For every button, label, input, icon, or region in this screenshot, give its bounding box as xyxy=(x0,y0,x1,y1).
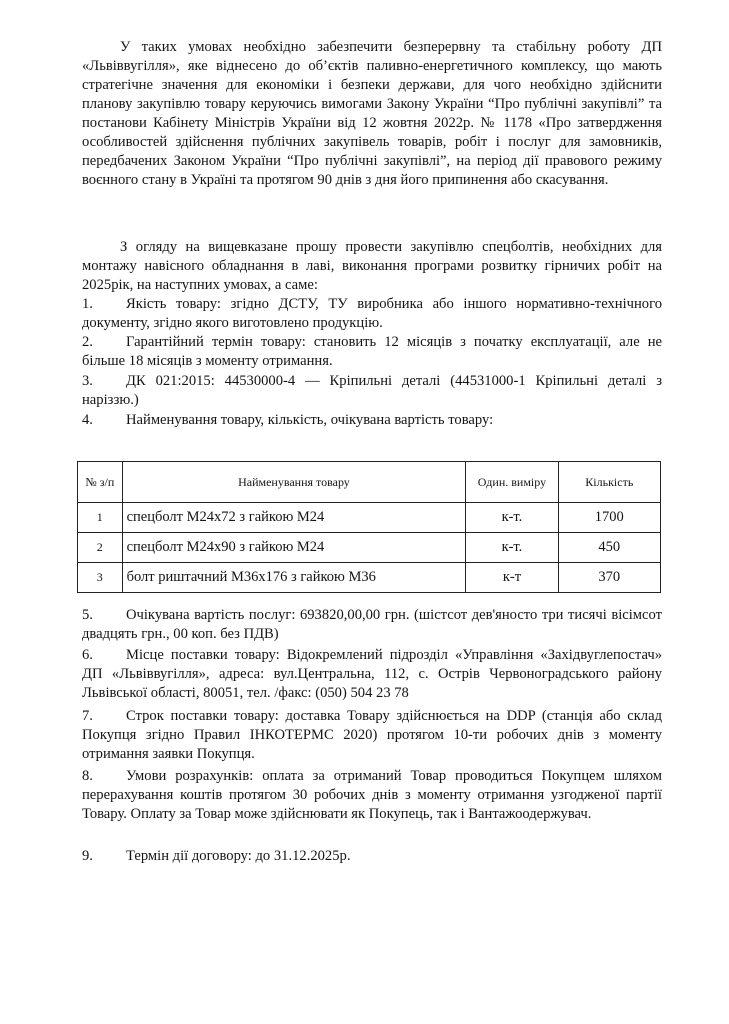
list-item xyxy=(82,847,662,866)
list-item-number: 6. xyxy=(82,647,93,663)
list-item-number: 9. xyxy=(82,848,93,864)
table-row xyxy=(78,503,661,533)
row-no: 2 xyxy=(78,533,123,563)
row-name: спецболт М24х90 з гайкою М24 xyxy=(122,533,466,563)
list-item-number: 4. xyxy=(82,412,93,428)
goods-table xyxy=(77,461,661,593)
header-name: Найменування товару xyxy=(122,462,466,503)
list-item xyxy=(82,606,662,644)
list-item-number: 2. xyxy=(82,334,93,350)
header-unit: Один. виміру xyxy=(466,462,558,503)
row-unit: к-т. xyxy=(466,533,558,563)
header-no: № з/п xyxy=(78,462,123,503)
list-item xyxy=(82,767,662,824)
list-item-text: Умови розрахунків: оплата за отриманий Товар проводиться Покупцем шляхом перерахування коштів протягом 30 робочих днів з моменту отримання узгодженої партії Товару. Оплату за Товар може здійснювати як Покупець, так і Вантажоодержувач. xyxy=(82,768,662,822)
list-item xyxy=(82,372,662,410)
row-qty: 370 xyxy=(558,563,660,593)
list-item-number: 5. xyxy=(82,607,93,623)
list-item-text: ДК 021:2015: 44530000-4 — Кріпильні деталі (44531000-1 Кріпильні деталі з наріззю.) xyxy=(82,373,662,408)
list-item-number: 1. xyxy=(82,296,93,312)
row-unit: к-т. xyxy=(466,503,558,533)
table-row xyxy=(78,533,661,563)
list-item-text: Термін дії договору: до 31.12.2025р. xyxy=(126,848,351,864)
row-no: 1 xyxy=(78,503,123,533)
table-header-row xyxy=(78,462,661,503)
list-item-text: Місце поставки товару: Відокремлений підрозділ «Управління «Західвуглепостач» ДП «Львіввугілля», адреса: вул.Центральна, 112, с. Острів Червоноградського району Львівської області, 80051, тел. /факс: (050) 504 23 78 xyxy=(82,647,662,701)
list-item-text: Найменування товару, кількість, очікувана вартість товару: xyxy=(126,412,494,428)
list-item-number: 3. xyxy=(82,373,93,389)
list-item-text: Якість товару: згідно ДСТУ, ТУ виробника або іншого нормативно-технічного документу, згідно якого виготовлено продукцію. xyxy=(82,296,662,331)
row-name: болт риштачний М36х176 з гайкою М36 xyxy=(122,563,466,593)
list-item-text: Строк поставки товару: доставка Товару здійснюється на DDP (станція або склад Покупця згідно Правил ІНКОТЕРМС 2020) протягом 10-ти робочих днів з моменту отримання заявки Покупця. xyxy=(82,708,662,762)
table-row xyxy=(78,563,661,593)
list-item-number: 7. xyxy=(82,708,93,724)
list-item-number: 8. xyxy=(82,768,93,784)
list-item xyxy=(82,646,662,703)
list-item xyxy=(82,411,662,430)
list-item xyxy=(82,295,662,333)
row-qty: 450 xyxy=(558,533,660,563)
row-qty: 1700 xyxy=(558,503,660,533)
list-item-text: Очікувана вартість послуг: 693820,00,00 грн. (шістсот дев'яносто три тисячі вісімсот двадцять грн., 00 коп. без ПДВ) xyxy=(82,607,662,642)
row-name: спецболт М24х72 з гайкою М24 xyxy=(122,503,466,533)
header-qty: Кількість xyxy=(558,462,660,503)
row-no: 3 xyxy=(78,563,123,593)
list-item-text: Гарантійний термін товару: становить 12 місяців з початку експлуатації, але не більше 18 місяців з моменту отримання. xyxy=(82,334,662,369)
list-item xyxy=(82,333,662,371)
list-item xyxy=(82,707,662,764)
row-unit: к-т xyxy=(466,563,558,593)
intro-paragraph-2: З огляду на вищевказане прошу провести закупівлю спецболтів, необхідних для монтажу навісного обладнання в лаві, виконання програми розвитку гірничих робіт на 2025рік, на наступних умовах, а саме: xyxy=(82,239,662,293)
intro-paragraph-1: У таких умовах необхідно забезпечити безперервну та стабільну роботу ДП «Львіввугілля», яке віднесено до об’єктів паливно-енергетичного комплексу, що мають стратегічне значення для економіки і безпеки держави, для чого необхідно здійснити планову закупівлю товару керуючись вимогами Закону України “Про публічні закупівлі” та постанови Кабінету Міністрів України від 12 жовтня 2022р. № 1178 «Про затвердження особливостей здійснення публічних закупівель товарів, робіт і послуг для замовників, передбачених Законом України “Про публічні закупівлі”, на період дії правового режиму воєнного стану в Україні та протягом 90 днів з дня його припинення або скасування. xyxy=(82,39,662,188)
